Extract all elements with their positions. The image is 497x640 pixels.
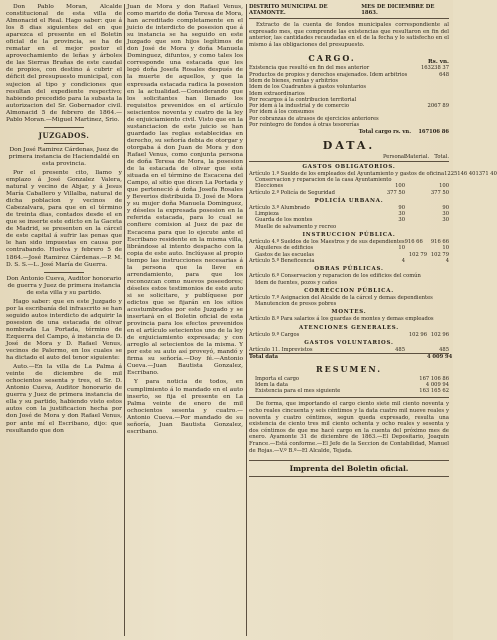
total-value: 916 66: [430, 239, 449, 246]
data-desc: Artículo 7.º Asignacion del Alcalde de la cárcel y demas dependientes: [249, 294, 433, 301]
summons-text: Por el presente cito, llamo y emplazo á José Gonzalez Valera, natural y vecino de Abjar, y á Jesus María Caballero y Villalba, natural de dicha poblacion y vecinos de Cabezalvara, para que en el término de treinta dias, contados desde el en que se inserte este edicto en la Gaceta de Madrid, se presenten en la cárcel de este capital á sufrir las penas que le han sido impuestas en causa por contrabando. Huelva y febrero 5 de 1864.—José Ramirez Cárdenas.—P. M. D. S. S.—L. José María de Guerra.: [6, 169, 122, 268]
data-table-header: [249, 154, 449, 162]
divider: [44, 127, 84, 128]
resumen-list: [249, 376, 449, 395]
notice-almonacid: Don Pablo Moran, Alcalde constitucional de esta villa de Almonacid el Real. Hago saber: que á los 8 dias siguientes del en que aparezca el presente en el Boletin oficial de la provincia, se ha de rematar en el mejor postor el aprovechamiento de leñas y árboles de las Sierras Brañas de este caudal de propios, con destino á cubrir el déficit del presupuesto municipal, con sujecion al tipo y condiciones que resultan del expediente respectivo; habiendo precedido para la subasta la autorizacion del Sr. Gobernador civil. Almonacid 5 de febrero de 1864.—Pablo Moran.—Miguel Martinez, Srio.: [6, 4, 122, 123]
cargo-desc: Por idem á los consumos: [249, 109, 315, 116]
resumen-title: RESUMEN.: [315, 363, 383, 374]
divider: [249, 397, 449, 398]
col-total: Total.: [434, 153, 449, 160]
cargo-total-row: [249, 129, 449, 135]
material-value: 102 96: [408, 331, 427, 338]
cargo-desc: Por recargos á la contribucion territorial: [249, 96, 357, 103]
auto-text: Auto.—En la villa de La Palma á veinte de diciembre de mil ochocientos sesenta y tres, el Sr. D. Antonio Cueva, Auditor honorario de guerra y Juez de primera instancia de ella y su partido, habiendo visto estos autos con la justificacion hecha por don José de Mora y don Rafael Venus, por ante mí el Escribano, dijo: que resultando que don: [6, 364, 122, 434]
month-label: MES DE DICIEMBRE DE 1863.: [361, 4, 435, 16]
cargo-desc: Por reintegro de fondos á otras tesorerías: [249, 122, 360, 129]
printer-footer: Imprenta del Boletin oficial.: [249, 460, 449, 477]
total-value: 102 96: [430, 331, 449, 338]
cargo-header: [249, 50, 449, 65]
data-desc: Limpieza: [255, 211, 279, 218]
data-desc: Artículo 6.º Conservacion y reparacion de los edificios del común: [249, 273, 421, 280]
column-rule: [246, 4, 247, 636]
data-desc: Idem de fuentes, pozos y caños: [255, 279, 338, 286]
data-row: [249, 280, 449, 286]
cargo-row: [249, 122, 449, 128]
data-row: [249, 301, 449, 307]
cargo-list: [249, 65, 449, 128]
resumen-value: 163 165 62: [419, 388, 449, 395]
data-desc: Conservacion y reparacion de la casa Ayuntamiento: [255, 176, 392, 183]
data-desc: Artículo 1.º Sueldo de los empleados del Ayuntamiento y gastos de oficina: [249, 170, 445, 177]
personal-value: 916 66: [404, 239, 423, 246]
personal-value: 1225: [444, 170, 458, 177]
extract-intro: Extracto de la cuenta de fondos municipales correspondiente al expresado mes, que comprende las existencias que resultaron en fin del anterior, las cantidades recaudadas en el de la fecha y lo satisfecho en el mismo á las obligaciones del presupuesto.: [249, 22, 449, 48]
data-desc: Artículo 2.º Policía de Seguridad: [249, 189, 335, 196]
resumen-value: 167 106 86: [419, 375, 449, 382]
total-value: 4: [445, 257, 449, 264]
column-right: [249, 4, 497, 636]
data-row: [249, 190, 449, 196]
resumen-desc: Idem la data: [255, 381, 288, 388]
total-value: 100: [439, 183, 449, 190]
resumen-desc: Importa el cargo: [255, 375, 300, 382]
data-desc: Artículo 3.º Alumbrado: [249, 204, 310, 211]
data-desc: Elecciones: [255, 183, 284, 190]
cargo-desc: Idem de bienes, rentas y arbitrios: [249, 77, 338, 84]
data-desc: Alquileres de edificios: [255, 245, 314, 252]
notice-text: Hago saber: que en este Juzgado y por la escribanía del infrascrito se han seguido autos interdicto de adquirir la posesion de una estacada de olivar nombrada La Portada, término de Ezquerra del Campo, á instancia de D. José de Mora y D. Rafael Venus, vecinos de Palermo, en los cuales se ha dictado el auto del tenor siguiente:: [6, 298, 122, 362]
column-rule: [124, 4, 125, 636]
header-spacer: [249, 154, 383, 160]
data-table: [249, 163, 497, 361]
total-value: 4 009 94: [427, 354, 453, 361]
data-desc: Artículo 11. Imprevistos: [249, 346, 313, 353]
cargo-desc: Por idem á la industrial y de comercio: [249, 103, 350, 110]
data-row: [249, 353, 453, 361]
column-left: [6, 4, 122, 636]
data-section-heading: GASTOS VOLUNTARIOS.: [304, 339, 394, 346]
data-section-heading: ATENCIONES GENERALES.: [299, 324, 399, 331]
data-section-heading: POLICÍA URBANA.: [314, 197, 384, 204]
cargo-desc: Idem extraordinarios: [249, 90, 305, 97]
district-label: DISTRITO MUNICIPAL DE ATAMONTE.: [249, 4, 328, 16]
cargo-total-value: 167106 86: [418, 129, 449, 136]
data-desc: Artículo 8.º Para salarios á los guardas de montes y demas empleados: [249, 316, 434, 323]
data-desc: Artículo 9.º Cargos: [249, 331, 300, 338]
total-value: 30: [442, 211, 449, 218]
data-desc: Total data: [249, 354, 279, 361]
data-row: [249, 332, 449, 338]
col-material: Material.: [405, 153, 430, 160]
data-desc: Artículo 4.º Sueldos de los Maestros y de sus dependientes: [249, 239, 405, 246]
total-value: 1371 40: [475, 170, 497, 177]
data-desc: Muelle de salvamento y recreo: [255, 223, 337, 230]
material-value: 102 79: [408, 251, 427, 258]
data-section-heading: GASTOS OBLIGATORIOS.: [302, 163, 396, 170]
personal-value: 30: [398, 217, 405, 224]
personal-value: 4: [401, 257, 405, 264]
total-value: 10: [442, 245, 449, 252]
data-title: DATA.: [322, 138, 376, 152]
auto-continuation: Juan de Mora y don Rafael Venus, como marido de doña Teresa de Mora, han acreditado completamente en el juicio de interdicto de posesion que á su instancia se ha seguido en este Juzgado que son hijos legítimos de don José de Mora y doña Manuela Dominguez, difuntos, y como tales los corresponde una estacada que les legó doña Josefa Rosales después de la muerte de aquellos, y que la expresada estacada radica la posesion en la actualidad.—Considerando que los solicitantes han llenado los requisitos prevenidos en el artículo seiscientos noventa y cuatro de la ley de enjuiciamiento civil. Visto que en la sustanciacion de este juicio se han guardado las reglas establecidas en derecho, su señoría debia de otorgar y otorgaba á don Juan de Mora y don Rafael Venus, como conjunta persona de doña Teresa de Mora, la posesion de la estacada de olivar que está situada en el término de Escacena del Campo, al sitio que dicen La Portada y que perteneció á doña Josefa Rosales y Beverios distribuida D. José de Mora y su mujer doña Manuela Dominguez, y déseles la expresada posesion en la referida estacada, para lo cual se confiere comision al Juez de paz de Escacena para que lo ejecute ante el Escribano residente en la misma villa, librándose al intento despacho con la copia de este auto. Inclúyase al propio tiempo las instrucciones necesarias á la persona que la lleve en arrendamiento, para que los reconozcan como nuevos poseedores; déseles estos testimonios de este auto si se solicitare, y publíquese por edictos que se fijarán en los sitios acostumbrados por este Juzgado y se insertará en el Boletin oficial de esta provincia para los efectos prevenidos en el artículo setecientos uno de la ley de enjuiciamiento expresada; y con arreglo al setecientos de la misma. Y por este su auto así proveyó, mandó y firma su señoría.—Doy fé.—Antonio Cueva.—Juan Bautista Gonzalez, Escribano.: [127, 4, 243, 377]
cargo-desc: Productos de propios y derechos enajenados. Idem arbitrios: [249, 71, 408, 78]
material-value: 146 40: [457, 170, 476, 177]
total-value: 30: [442, 217, 449, 224]
data-section-heading: INSTRUCCION PÚBLICA.: [302, 232, 396, 239]
section-heading-juzgados: JUZGADOS.: [38, 130, 90, 140]
data-desc: Manutencion de presos pobres: [255, 301, 337, 308]
cargo-desc: Por cobranzas de atrasos de ejercicios anteriores: [249, 115, 379, 122]
personal-value: 485: [395, 346, 405, 353]
data-row: [249, 224, 449, 230]
judge-title: Don José Ramirez Cárdenas, Juez de primera instancia de Haciendaldé en esta provincia.: [8, 146, 120, 167]
resumen-desc: Existencia para el mes siguiente: [255, 388, 341, 395]
data-desc: Artículo 5.º Beneficencia: [249, 257, 315, 264]
cargo-title: CARGO.: [308, 53, 356, 64]
column-middle: [127, 4, 243, 636]
data-section-heading: MONTES.: [331, 309, 367, 316]
personal-value: 10: [398, 245, 405, 252]
total-value: 102 79: [430, 251, 449, 258]
data-section-heading: CORRECCION PÚBLICA.: [304, 287, 394, 294]
personal-value: 90: [398, 204, 405, 211]
currency-label: Rs. vn.: [428, 59, 449, 66]
cargo-total-label: Total cargo rs. vn.: [358, 129, 411, 136]
col-personal: Personal.: [383, 153, 408, 160]
running-header: [249, 4, 449, 19]
closing-statement: De forma, que importando el cargo ciento siete mil ciento noventa y ocho reales cincuenta y seis céntimos y la data cuatro mil nueve reales y noventa y cuatro céntimos, segun queda expresado, resulta una existencia de ciento tres mil ciento ochenta y ocho reales y sesenta y dos céntimos de que me hacé cargo en la cuenta del próximo mes de enero. Ayamonte 31 de diciembre de 1863.—El Depositario, Joaquin France.—Está conforme.—El Jefe de la Seccion de Contabilidad, Manuel de Rojas.—V.º B.º—El Alcalde, Tejada.: [249, 401, 449, 454]
cargo-desc: Idem de los Cuadrantes á gastos voluntarios: [249, 84, 367, 91]
total-value: 377 50: [430, 189, 449, 196]
judge-title-2: Don Antonio Cueva, Auditor honorario de guerra y Juez de primera instancia de esta villa y su partido.: [6, 275, 122, 296]
data-row: [249, 258, 449, 264]
divider: [44, 272, 84, 273]
personal-value: 100: [395, 183, 405, 190]
publication-notice: Y para noticia de todos, en cumplimiento á lo mandado en el auto inserto, se fija el presente en La Palma veinte de enero de mil ochocientos sesenta y cuatro.—Antonio Cueva.—Por mandado de su señoría, Juan Bautista Gonzalez, escribano.: [127, 379, 243, 435]
cargo-value: 163238 37: [420, 65, 449, 72]
personal-value: 30: [398, 211, 405, 218]
resumen-value: 4 009 94: [425, 381, 449, 388]
cargo-desc: Existencia que resultó en fin del mes anterior: [249, 65, 370, 72]
cargo-value: 2067 89: [427, 103, 449, 110]
data-desc: Guarda de los montes: [255, 217, 313, 224]
resumen-row: [249, 388, 449, 394]
data-desc: Gastos de las escuelas: [255, 251, 314, 258]
cargo-value: 648: [439, 71, 449, 78]
data-section-heading: OBRAS PÚBLICAS.: [314, 266, 384, 273]
data-row: [249, 316, 449, 322]
personal-value: 377 50: [386, 189, 405, 196]
total-value: 90: [442, 204, 449, 211]
divider: [44, 143, 84, 144]
total-value: 485: [439, 346, 449, 353]
